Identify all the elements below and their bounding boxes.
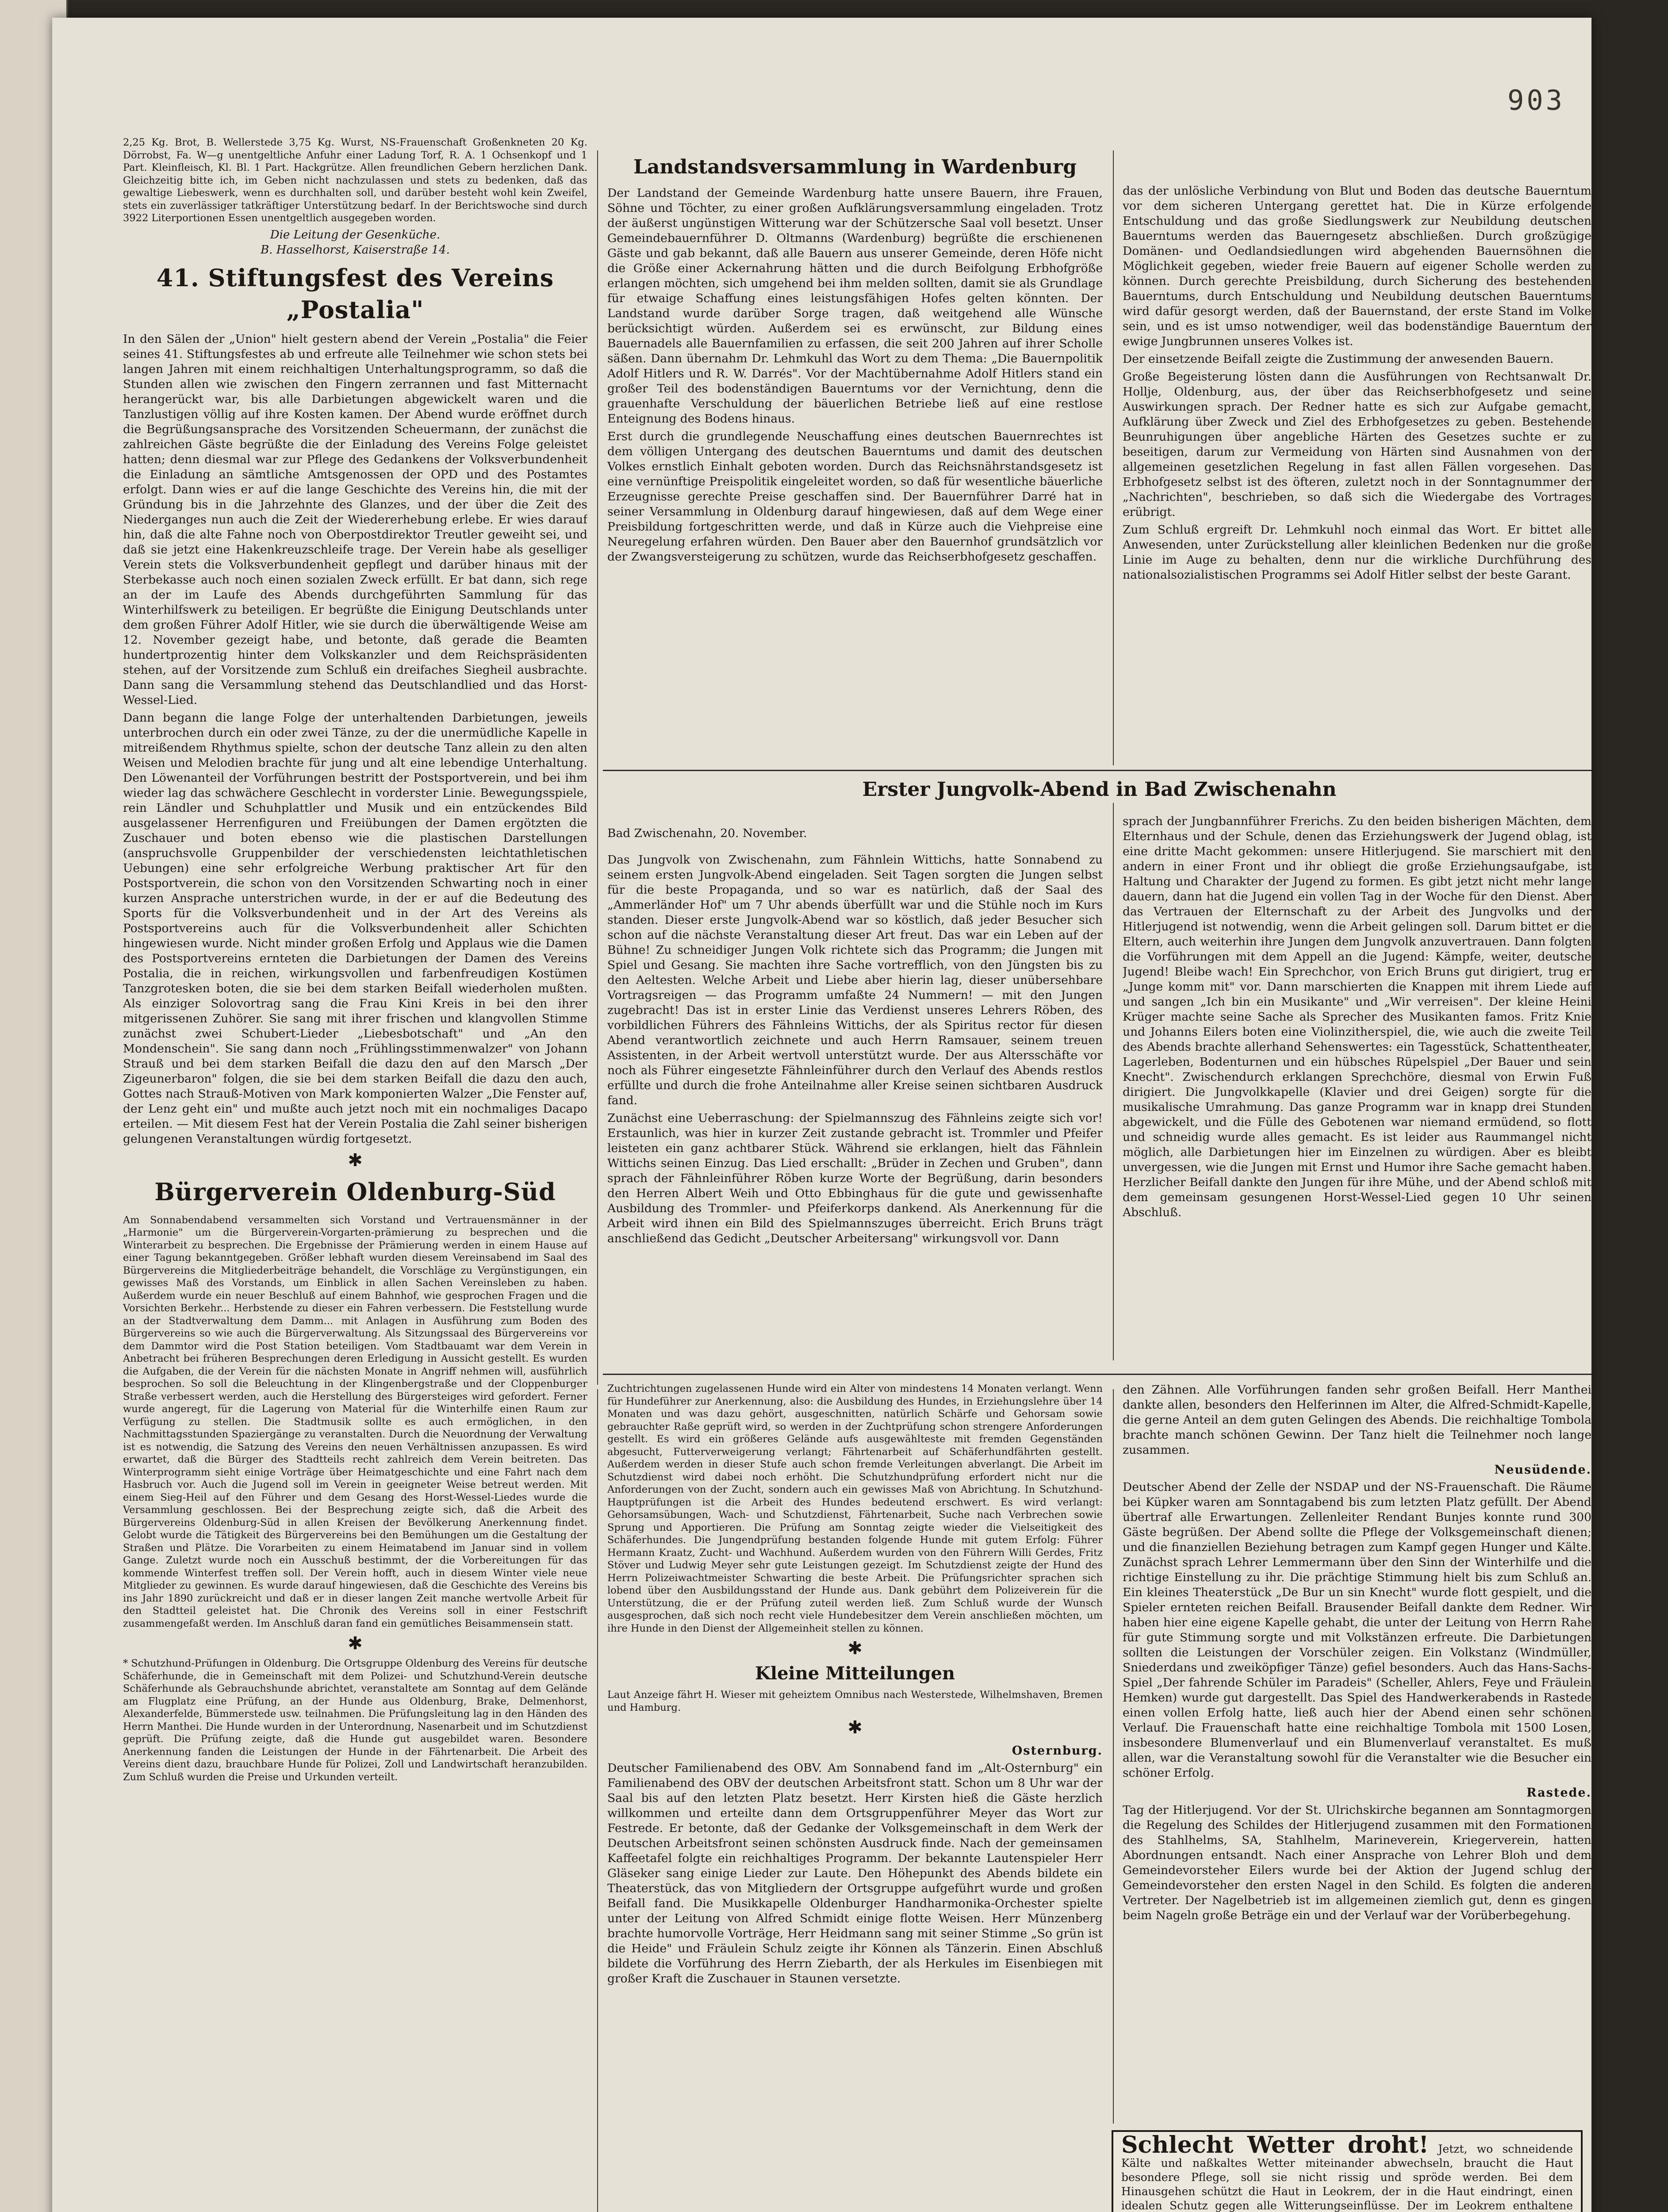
column-rule [597,150,598,1385]
article-body-landstand: Der Landstand der Gemeinde Wardenburg hatte unsere Bauern, ihre Frauen, Söhne und Töchter, zu einer großen Aufklärungsversammlung eingeladen. Trotz der äußerst ungünstigen Witterung war der Schützersche Saal voll besetzt. Unser Gemeindebauernführer D. Oltmanns (Wardenburg) begrüßte die erschienenen Gäste und gab bekannt, daß alle Bauern aus unserer Gemeinde, deren Höfe nicht die Größe einer Ackernahrung hätten und die durch Beifolgung Erbhofgröße erlangen möchten, sich umgehend bei ihm melden sollten, damit sie als Grundlage für etwaige Schaffung eines leistungsfähigen Hofes gelten könnten. Der Landstand wurde darüber Sorge tragen, daß weitgehend alle Wünsche berücksichtigt würden. Außerdem sei es erwünscht, zur Bildung eines Bauernadels alle Bauernfamilien zu erfassen, die seit 200 Jahren auf ihrer Scholle säßen. Dann übernahm Dr. Lehmkuhl das Wort zu dem Thema: „Die Bauernpolitik Adolf Hitlers und R. W. Darrés". Vor der Machtübernahme Adolf Hitlers stand ein großer Teil des bodenständigen Bauerntums vor der Vernichtung, denn die grauenhafte Verschuldung der bäuerlichen Betriebe ließ auf eine restlose Enteignung des Bodens hinaus. [607,186,1103,426]
article-body-landstand-5: Große Begeisterung lösten dann die Ausführungen von Rechtsanwalt Dr. Hollje, Oldenburg, aus, der über das Reichserbhofgesetz und seine Auswirkungen sprach. Der Redner hatte es sich zur Aufgabe gemacht, Aufklärung über Zweck und Ziel des Erbhofgesetzes zu geben. Bestehende Beunruhigungen über angebliche Härten des Gesetzes suchte er zu beseitigen, darum zur Vermeidung von Härten sind Ausnahmen von der allgemeinen gesetzlichen Regelung in fast allen Fällen vorgesehen. Das Erbhofgesetz selbst ist des öfteren, zuletzt noch in der Sonntagnummer der „Nachrichten", beschrieben, so daß sich die Wiedergabe des Vortrages erübrigt. [1123,370,1591,519]
column-2-middle [607,814,1103,1369]
separator-asterisk: ✱ [847,1717,863,1738]
column-rule [1113,1389,1114,2124]
locale-heading: Rastede. [1526,1786,1591,1800]
article-body-landstand-2: Erst durch die grundlegende Neuschaffung eines deutschen Bauernrechtes ist dem völligen Untergang des deutschen Bauerntums und damit des deutschen Volkes ernstlich Einhalt geboten worden. Durch das Reichsnährstandsgesetz ist eine vernünftige Preispolitik eingeleitet worden, so daß für wesentliche bäuerliche Erzeugnisse gerechte Preise geschaffen sind. Der Bauernführer Darré hat in seiner Versammlung in Oldenburg darauf hingewiesen, daß auf dem Wege einer Preisbildung fortgeschritten werde, und daß in Kürze auch die Viehpreise eine Neuregelung erfahren würden. Den Bauer aber den Bauernhof grundsätzlich vor der Zwangsversteigerung zu schützen, wurde das Reichserbhofgesetz geschaffen. [607,430,1103,564]
column-3-middle [1123,814,1591,1369]
article-dateline: Bad Zwischenahn, 20. November. [607,826,807,840]
article-body-jungvolk-2: Zunächst eine Ueberraschung: der Spielmannszug des Fähnleins zeigte sich vor! Erstaunlich, was hier in kurzer Zeit zustande gebracht ist. Trommler und Pfeifer leisteten ein ganz achtbarer Stück. Während sie erklangen, hielt das Fähnlein Wittichs seinen Einzug. Das Lied erschallt: „Brüder in Zechen und Gruben", dann sprach der Fähnleinführer Röben kurze Worte der Begrüßung, darin besonders den Herren Albert Weih und Otto Ebbinghaus für die gute und gewissenhafte Ausbildung des Trommler- und Pfeiferkorps dankend. Als Anerkennung für die Arbeit wird ihnen ein Bild des Spielmannszuges überreicht. Erich Bruns trägt anschließend das Gedicht „Deutscher Arbeitersang" wirkungsvoll vor. Dann [607,1111,1103,1245]
article-body-jungvolk: Das Jungvolk von Zwischenahn, zum Fähnlein Wittichs, hatte Sonnabend zu seinem ersten Jungvolk-Abend eingeladen. Seit Tagen sorgten die Jungen selbst für die beste Propaganda, und so war es natürlich, daß der Saal des „Ammerländer Hof" um 7 Uhr abends überfüllt war und die Stühle noch im Kurs standen. Dieser erste Jungvolk-Abend war so köstlich, daß jeder Besucher sich schon auf die nächste Veranstaltung dieser Art freut. Das war ein Leben auf der Bühne! Zu schneidiger Jungen Volk richtete sich das Programm; die Jungen mit Spiel und Gesang. Sie machten ihre Sache vortrefflich, von den Jüngsten bis zu den Aeltesten. Welche Arbeit und Liebe aber hierin lag, dieser unübersehbare Vortragsreigen — das Programm umfaßte 24 Nummern! — mit den Jungen zugebracht! Das ist in erster Linie das Verdienst unseres Lehrers Röben, des vorbildlichen Führers des Fähnleins Wittichs, der als Spiritus rector für diesen Abend verantwortlich zeichnete und auch Herrn Ramsauer, seinem treuen Assistenten, in der Arbeit wertvoll unterstützt wurde. Der aus Altersschäfte vor noch als Führer eingesetzte Fähnleinführer durch den Verlauf des Abends restlos erfüllte und durch die frohe Anteilnahme aller Kreise seinen sichtbaren Ausdruck fand. [607,853,1103,1107]
article-title-kleine-mitteilungen: Kleine Mitteilungen [755,1663,955,1684]
column-2-top [607,150,1103,765]
article-body-postalia: In den Sälen der „Union" hielt gestern abend der Verein „Postalia" die Feier seines 41. Stiftungsfestes ab und erfreute alle Teilnehmer wie schon stets bei langen Jahren mit einem reichhaltigen Unterhaltungsprogramm, so daß die Stunden allen wie zwischen den Fingern zerrannen und fast Mitternacht herangerückt war, bis alle Darbietungen abgewickelt waren und die Tanzlustigen völlig auf ihre Kosten kamen. Der Abend wurde eröffnet durch die Begrüßungsansprache des Vorsitzenden Scheuermann, der zunächst die zahlreichen Gäste begrüßte die der Einladung des Vereins Folge geleistet hatten; denn diesmal war zur Pflege des Gedankens der Volksverbundenheit die Einladung an sämtliche Amtsgenossen der OPD und des Postamtes erfolgt. Dann wies er auf die lange Geschichte des Vereins hin, die mit der Gründung bis in die Jahrzehnte des Glanzes, und der über die Zeit des Niederganges nun auch die Zeit der Wiedererhebung erlebe. Er wies darauf hin, daß die alte Fahne noch von Oberpostdirektor Treutler geweiht sei, und daß sie jetzt eine Hakenkreuzschleife trage. Der Verein habe als geselliger Verein stets die Volksverbundenheit gepflegt und darüber hinaus mit der Sterbekasse auch noch einen sozialen Zweck erfüllt. Er bat dann, sich rege an der im Laufe des Abends durchgeführten Sammlung für das Winterhilfswerk zu beteiligen. Er begrüßte die Einigung Deutschlands unter dem großen Führer Adolf Hitler, wie sie durch die überwältigende Weise am 12. November gezeigt habe, und betonte, daß gerade die Beamten hundertprozentig hinter dem Volkskanzler und dem Reichspräsidenten stehen, auf der Vorsitzende zum Schluß ein dreifaches Siegheil ausbrachte. Dann sang die Versammlung stehend das Deutschlandlied und das Horst-Wessel-Lied. [123,332,587,707]
article-body-schutzhund: * Schutzhund-Prüfungen in Oldenburg. Die Ortsgruppe Oldenburg des Vereins für deutsche Schäferhunde, die in Gemeinschaft mit dem Polizei- und Schutzhund-Verein deutsche Schäferhunde als Gebrauchshunde abrichtet, veranstaltete am Sonntag auf dem Gelände am Flugplatz eine Prüfung, an der Hunde aus Oldenburg, Brake, Delmenhorst, Alexanderfelde, Bümmerstede usw. teilnahmen. Die Prüfungsleitung lag in den Händen des Herrn Manthei. Die Hunde wurden in der Unterordnung, Nasenarbeit und im Schutzdienst geprüft. Die Prüfung zeigte, daß die Hunde gut ausgebildet waren. Besondere Anerkennung fanden die Leistungen der Hunde in der Fährtenarbeit. Die Arbeit des Vereins dient dazu, brauchbare Hunde für Polizei, Zoll und Landwirtschaft heranzubilden. Zum Schluß wurden die Preise und Urkunden verteilt. [123,1658,587,1783]
locale-heading: Osternburg. [1012,1744,1103,1758]
jungvolk-headline-area [607,776,1591,807]
article-body-omnibus: Laut Anzeige fährt H. Wieser mit geheiztem Omnibus nach Westerstede, Wilhelmshaven, Bremen und Hamburg. [607,1689,1103,1713]
column-rule [597,1389,598,2212]
separator-asterisk: ✱ [348,1150,363,1171]
ad-body: Jetzt, wo schneidende Kälte und naßkaltes Wetter miteinander abwechseln, braucht die Haut besondere Pflege, soll sie nicht rissig und spröde werden. Bei dem Hinausgehen schützt die Haut in Leokrem, der in die Haut eindringt, einen idealen Schutz gegen alle Witterungseinflüsse. Der im Leokrem enthaltene [1121,2143,1573,2212]
locale-heading: Neusüdende. [1494,1463,1591,1477]
article-body-hundeprüfung: Zuchtrichtungen zugelassenen Hunde wird ein Alter von mindestens 14 Monaten verlangt. Wenn für Hundeführer zur Anerkennung, also: die Ausbildung des Hundes, in Erziehungslehre über 14 Monaten und was dazu gehört, ausgeschnitten, natürlich Schärfe und Gehorsam sowie gebrauchter Raße geprüft wird, so werden in der Zuchtprüfung schon strengere Anforderungen gestellt. Es wird ein größeres Gelände aufs ausgewählteste mit fremden Gegenständen abgesucht, Futterverweigerung verlangt; Fährtenarbeit auf Schäferhundfährten gestellt. Außerdem werden in dieser Stufe auch schon fremde Verleitungen abverlangt. Die Arbeit im Schutzdienst wird dabei noch erhöht. Die Schutzhundprüfung erfordert nicht nur die Anforderungen von der Zucht, sondern auch ein gewisses Maß von Abrichtung. In Schutzhund-Hauptprüfungen ist die Arbeit des Hundes bedeutend erschwert. Es wird verlangt: Gehorsamsübungen, Wach- und Schutzdienst, Fährtenarbeit, Suche nach Verbrechen sowie Sprung und Apportieren. Die Prüfung am Sonntag zeigte wieder die Vielseitigkeit des Schäferhundes. Die Jungendprüfung bestanden folgende Hunde mit gutem Erfolg: Führer Hermann Kraatz, Zucht- und Wachhund. Außerdem wurden von den Führern Willi Gerdes, Fritz Stöver und Ludwig Meyer sehr gute Leistungen gezeigt. Im Schutzdienst zeigte der Hund des Herrn Polizeiwachtmeister Schwarting die beste Arbeit. Die Prüfungsrichter sprachen sich lobend über den Ausbildungsstand der Hunde aus. Dank gebührt dem Polizeiverein für die Unterstützung, die er der Prüfung zuteil werden ließ. Zum Schluß wurde der Wunsch ausgesprochen, daß sich noch recht viele Hundebesitzer dem Verein anschließen möchten, um ihre Hunde in den Dienst der Allgemeinheit stellen zu können. [607,1383,1103,1634]
column-rule [1113,803,1114,1360]
horizontal-rule [603,770,1591,771]
intro-signature-address: B. Hasselhorst, Kaiserstraße 14. [261,243,450,257]
article-title-landstand: Landstandsversammlung in Wardenburg [633,156,1077,178]
article-body-landstand-4: Der einsetzende Beifall zeigte die Zustimmung der anwesenden Bauern. [1123,352,1554,366]
column-rule [1113,150,1114,765]
column-3-top [1123,184,1591,765]
advertisement-leokrem [1112,2130,1583,2212]
article-body-jungvolk-3: sprach der Jungbannführer Frerichs. Zu den beiden bisherigen Mächten, dem Elternhaus und der Schule, denen das Erziehungswerk der Jugend oblag, ist eine dritte Macht gekommen: unsere Hitlerjugend. Sie marschiert mit den andern in einer Front und ihr obliegt die große Erziehungsaufgabe, ist Haltung und Charakter der Jugend zu formen. Es gibt jetzt nicht mehr lange dauern, dann hat die Jugend ein vollen Tag in der Woche für den Dienst. Aber das Vertrauen der Elternschaft zu der Arbeit des Jungvolks und der Hitlerjugend ist notwendig, wenn die Arbeit gelingen soll. Darum bittet er die Eltern, auch weiterhin ihre Jungen dem Jungvolk anzuvertrauen. Dann folgten die Vorführungen mit dem Appell an die Jugend: Kämpfe, weiter, deutsche Jugend! Bleibe wach! Ein Sprechchor, von Erich Bruns gut dirigiert, trug er „Junge komm mit" vor. Dann marschierten die Knappen mit ihrem Liede auf und sangen „Ich bin ein Musikante" und „Wir verreisen". Der kleine Heini Krüger machte seine Sache als Sprecher des Musikanten famos. Fritz Knie und Johanns Eilers boten eine Violinzitherspiel, die, wie auch die zweite Teil des Abends brachte allerhand Sehenswertes: ein Tagesstück, Schattentheater, Lagerleben, Bodenturnen und ein hübsches Rüpelspiel „Der Bauer und sein Knecht". Zwischendurch erklangen Sprechchöre, diesmal von Erwin Fuß dirigiert. Die Jungvolkkapelle (Klavier und drei Geigen) sorgte für die musikalische Umrahmung. Das ganze Programm war in knapp drei Stunden abgewickelt, und die Fülle des Gebotenen war niemand ermüdend, so flott und schneidig wurde alles gemacht. Es ist leider aus Raummangel nicht möglich, alle Darbietungen hier im Einzelnen zu würdigen. Aber es bleibt unvergessen, wie die Jungen mit Ernst und Humor ihre Sache gemacht haben. Herzlicher Beifall dankte den Jungen für ihre Mühe, und der Abend schloß mit dem gemeinsam gesungenen Horst-Wessel-Lied gegen 10 Uhr seinen Abschluß. [1123,814,1591,1219]
article-body-familienabend-2: den Zähnen. Alle Vorführungen fanden sehr großen Beifall. Herr Manthei dankte allen, besonders den Helferinnen im Alter, die Alfred-Schmidt-Kapelle, die gerne Anteil an dem guten Gelingen des Abends. Die reichhaltige Tombola brachte manch schönen Gewinn. Der Tanz hielt die Teilnehmer noch lange zusammen. [1123,1383,1591,1457]
ad-title: Schlecht Wetter droht! [1121,2131,1429,2158]
article-body-hitlerjugend: Tag der Hitlerjugend. Vor der St. Ulrichskirche begannen am Sonntagmorgen die Regelung des Schildes der Hitlerjugend zusammen mit den Formationen des Stahlhelms, SA, Stahlhelm, Marineverein, Kriegerverein, hatten Abordnungen entsandt. Nach einer Ansprache von Lehrer Bloh und dem Gemeindevorsteher Eilers wurde bei der Aktion der Jugend schlug der Gemeindevorsteher den ersten Nagel in den Schild. Es folgten die anderen Vertreter. Der Nagelbetrieb ist im allgemeinen ziemlich gut, denn es gingen beim Nageln große Beträge ein und der Verlauf war der Vorüberbegehung. [1123,1803,1591,1922]
article-body-buergerverein: Am Sonnabendabend versammelten sich Vorstand und Vertrauensmänner in der „Harmonie" um die Bürgerverein-Vorgarten-prämierung zu besprechen und die Winterarbeit zu besprechen. Die Ergebnisse der Prämierung werden in einem Hause auf einer Tagung bekanntgegeben. Größer lebhaft wurden diesem Vereinsabend im Saal des Bürgervereins die Mitgliederbeiträge behandelt, die Vorschläge zu Vergünstigungen, ein gewisses Maß des Vorstands, um Einblick in allen Sachen Vereinsleben zu haben. Außerdem wurde ein neuer Beschluß auf einem Bahnhof, wie gesprochen Fragen und die Vorsichten Berkehr... Herbstende zu dieser ein Fahren verbessern. Die Feststellung wurde an der Stadtverwaltung dem Damm... mit Anlagen in Ausführung zum Boden des Bürgervereins so wie auch die Bürgerverwaltung. Als Sitzungssaal des Bürgervereins vor dem Dammtor wird die Post Station beteiligen. Vom Stadtbauamt war dem Verein in Anbetracht bei früheren Besprechungen deren Erledigung in Aussicht gestellt. Es wurden die Aufgaben, die der Verein für die nächsten Monate in Angriff nehmen will, ausführlich besprochen. So soll die Beleuchtung in der Klingenbergstraße und der Cloppenburger Straße verbessert werden, auch die Herstellung des Bürgersteiges wird gefordert. Ferner wurde angeregt, für die Lagerung von Material für die Winterhilfe einen Raum zur Verfügung zu stellen. Die Stadtmusik sollte es auch ermöglichen, in den Nachmittagsstunden Spaziergänge zu veranstalten. Durch die Neuordnung der Verwaltung ist es notwendig, die Satzung des Vereins den neuen Verhältnissen anzupassen. Es wird erwartet, daß die Bürger des Stadtteils recht zahlreich dem Verein beitreten. Das Winterprogramm sieht einige Vorträge über Heimatgeschichte und eine Fahrt nach dem Hasbruch vor. Auch die Jugend soll im Verein in geeigneter Weise betreut werden. Mit einem Sieg-Heil auf den Führer und dem Gesang des Horst-Wessel-Liedes wurde die Versammlung geschlossen. Bei der Besprechung zeigte sich, daß die Arbeit des Bürgervereins Oldenburg-Süd in allen Kreisen der Bevölkerung Anerkennung findet. Gelobt wurde die Tätigkeit des Bürgervereins bei den Bemühungen um die Gestaltung der Straßen und Plätze. Die Vorarbeiten zu einem Heimatabend im Januar sind in vollem Gange. Zuletzt wurde noch ein Ausschuß bestimmt, der die Vorbereitungen für das kommende Winterfest treffen soll. Der Verein hofft, auch in diesem Winter viele neue Mitglieder zu gewinnen. Es wurde darauf hingewiesen, daß die Geschichte des Vereins bis ins Jahr 1890 zurückreicht und daß er in dieser langen Zeit manche wertvolle Arbeit für den Stadtteil geleistet hat. Die Chronik des Vereins soll in einer Festschrift zusammengefaßt werden. Im Anschluß daran fand ein gemütliches Beisammensein statt. [123,1214,587,1629]
newspaper-page [52,18,1591,2212]
intro-paragraph: 2,25 Kg. Brot, B. Wellerstede 3,75 Kg. Wurst, NS-Frauenschaft Großenkneten 20 Kg. Dörrobst, Fa. W—g unentgeltliche Anfuhr einer Ladung Torf, R. A. 1 Ochsenkopf und 1 Part. Kleinfleisch, Kl. Bl. 1 Part. Hackgrütze. Allen freundlichen Gebern herzlichen Dank. Gleichzeitig bitte ich, im Geben nicht nachzulassen und stets zu bedenken, daß das gewaltige Liebeswerk, wenn es durchhalten soll, und darüber besteht wohl kein Zweifel, stets ein zuverlässiger tatkräftiger Unterstützung bedarf. In der Berichtswoche sind durch 3922 Literportionen Essen unentgeltlich ausgegeben worden. [123,137,587,224]
article-body-postalia-2: Dann begann die lange Folge der unterhaltenden Darbietungen, jeweils unterbrochen durch ein oder zwei Tänze, zu der die unermüdliche Kapelle in mitreißendem Rhythmus spielte, schon der deutsche Tanz allein zu den alten Weisen und Melodien brachte für jung und alt eine lebendige Unterhaltung. Den Löwenanteil der Vorführungen bestritt der Postsportverein, und bei ihm wieder lag das schwächere Geschlecht in vorderster Linie. Bewegungsspiele, rein Ländler und Schuhplattler und Musik und ein entzückendes Bild ausgelassener Herrenfiguren und Freiübungen der Damen ergötzten die Zuschauer und boten ebenso wie die plastischen Darstellungen (anspruchsvolle Gruppenbilder der verschiedensten leichtathletischen Uebungen) eine sehr erfolgreiche Werbung praktischer Art für den Postsportverein, die schon von den Vorsitzenden Schwarting noch in einer kurzen Ansprache unterstrichen wurde, in der er auf die Bedeutung des Sports für die Volksverbundenheit und in der Art des Vereins als Postsportvereins auch für die Volksverbundenheit aller Schichten hingewiesen wurde. Nicht minder großen Erfolg und Applaus wie die Damen des Postsportvereins ernteten die Darbietungen der Damen des Vereins Postalia, die in reichen, wirkungsvollen und farbenfreudigen Kostümen Tanzgrotesken boten, die sie bei dem starken Beifall wiederholen mußten. Als einziger Solovortrag sang die Frau Kini Kreis in bei den ihrer mitgerissenen Zuhörer. Sie sang mit ihrer frischen und klangvollen Stimme zunächst zwei Schubert-Lieder „Liebesbotschaft" und „An den Mondenschein". Sie sang dann noch „Frühlingsstimmenwalzer" von Johann Strauß und bei dem starken Beifall die dazu den auf den Marsch „Der Zigeunerbaron" folgen, die sie bei dem starken Beifall die dazu den auch, Gottes nach Strauß-Motiven von Mark komponierten Walzer „Die Fenster auf, der Lenz geht ein" und mußte auch jetzt noch mit ein nochmaliges Dacapo erteilen. — Mit diesem Fest hat der Verein Postalia die Zahl seiner bisherigen gelungenen Veranstaltungen würdig fortgesetzt. [123,710,587,1146]
article-body-familienabend: Deutscher Familienabend des OBV. Am Sonnabend fand im „Alt-Osternburg" ein Familienabend des OBV der deutschen Arbeitsfront statt. Schon um 8 Uhr war der Saal bis auf den letzten Platz besetzt. Herr Kirsten hieß die Gäste herzlich willkommen und erteilte dann dem Ortsgruppenführer Meyer das Wort zur Festrede. Er betonte, daß der Gedanke der Volksgemeinschaft in dem Werk der Deutschen Arbeitsfront seinen schönsten Ausdruck finde. Nach der gemeinsamen Kaffeetafel folgte ein reichhaltiges Programm. Der bekannte Lautenspieler Herr Gläseker sang einige Lieder zur Laute. Den Höhepunkt des Abends bildete ein Theaterstück, das von Mitgliedern der Ortsgruppe aufgeführt wurde und großen Beifall fand. Die Musikkapelle Oldenburger Handharmonika-Orchester spielte unter der Leitung von Alfred Schmidt einige flotte Weisen. Herr Münzenberg brachte humorvolle Vorträge, Herr Heidmann sang mit seiner Stimme „So grün ist die Heide" und Fräulein Schulz zeigte ihr Können als Tänzerin. Einen Abschluß bildete die Vorführung des Herrn Ziebarth, der als Herkules im Eisenbiegen mit großer Kraft die Zuschauer in Staunen versetzte. [607,1761,1103,1985]
article-body-landstand-6: Zum Schluß ergreift Dr. Lehmkuhl noch einmal das Wort. Er bittet alle Anwesenden, unter Zurückstellung aller kleinlichen Bedenken nur die große Linie im Auge zu behalten, denn nur die wirkliche Durchführung des nationalsozialistischen Programms sei Adolf Hitler selbst der beste Garant. [1123,523,1591,582]
column-2-bottom [607,1382,1103,2212]
article-title-postalia: 41. Stiftungsfest des Vereins „Postalia" [156,263,554,324]
horizontal-rule [603,1374,1591,1375]
article-title-jungvolk: Erster Jungvolk-Abend in Bad Zwischenahn [862,778,1337,801]
page-number: 903 [1507,84,1565,116]
separator-asterisk: ✱ [348,1633,363,1654]
article-body-deutscher-abend: Deutscher Abend der Zelle der NSDAP und der NS-Frauenschaft. Die Räume bei Küpker waren am Sonntagabend bis zum letzten Platz gefüllt. Der Abend übertraf alle Erwartungen. Zellenleiter Rendant Bunjes konnte rund 300 Gäste begrüßen. Der Abend sollte die Pflege der Volksgemeinschaft dienen; und die finanziellen Beziehung betragen zum Kampf gegen Hunger und Kälte. Zunächst sprach Lehrer Lemmermann über den Sinn der Winterhilfe und die richtige Einstellung zu ihr. Die prächtige Stimmung hielt bis zum Schluß an. Ein kleines Theaterstück „De Bur un sin Knecht" wurde flott gespielt, und die Spieler ernteten reichen Beifall. Brausender Beifall dankte dem Redner. Wir haben hier eine eigene Kapelle gehabt, die unter der Leitung von Herrn Rahe für gute Stimmung sorgte und mit Volkstänzen erfreute. Die Darbietungen sollten die Leistungen der Vorschüler zeigen. Ein Volkstanz (Windmüller, Sniederdans und zweiköpfiger Tänze) gefiel besonders. Auch das Hans-Sachs-Spiel „Der fahrende Schüler im Paradeis" (Scheller, Ahlers, Feye und Fräulein Hemken) wurde gut dargestellt. Das Spiel des Handwerkerabends in Rastede einen vollen Erfolg hatte, ließ auch hier der Abend einen sehr schönen Verlauf. Die Frauenschaft hatte eine reichhaltige Tombola mit 1500 Losen, insbesondere Blumenverlauf und ein Blumenverlauf veranstaltet. Es muß allen, war die Veranstaltung sowohl für die Veranstalter wie die Besucher ein schöner Erfolg. [1123,1480,1591,1780]
column-1 [123,136,587,2212]
article-title-buergerverein: Bürgerverein Oldenburg-Süd [154,1177,556,1206]
column-3-bottom [1123,1382,1591,2117]
article-body-landstand-3: das der unlösliche Verbindung von Blut und Boden das deutsche Bauerntum vor dem sicheren Untergang gerettet hat. Die in Kürze erfolgende Entschuldung und das große Siedlungswerk zur Neubildung deutschen Bauerntums werden das Bauerngesetz abschließen. Durch großzügige Domänen- und Oedlandsiedlungen wird abgehenden Bauernsöhnen die Möglichkeit gegeben, wieder freie Bauern auf eigener Scholle werden zu können. Durch gerechte Preisbildung, durch Sicherung des bestehenden Bauerntums, durch Entschuldung und Neubildung deutschen Bauerntums wird dafür gesorgt werden, daß der Bauernstand, der erste Stand im Volke sein, und es ist umso notwendiger, weil das bodenständige Bauerntum der ewige Jungbrunnen unseres Volkes ist. [1123,184,1591,348]
separator-asterisk: ✱ [847,1638,863,1659]
intro-signature: Die Leitung der Gesenküche. [270,228,441,242]
